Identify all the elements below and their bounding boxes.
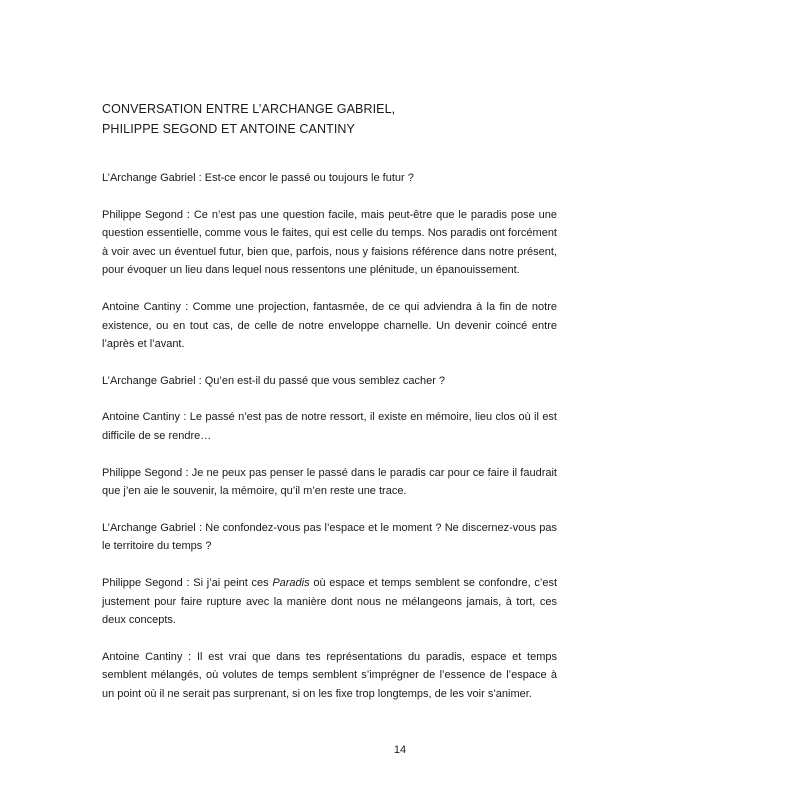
page-number: 14 (393, 744, 407, 756)
paragraph-text: Philippe Segond : Si j’ai peint ces (102, 576, 273, 589)
paragraph-segond-2: Philippe Segond : Je ne peux pas penser le passé dans le paradis car pour ce faire il faudrait que j’en aie le souvenir, la mémoire, qu’il m’en reste une trace. (102, 466, 557, 498)
paragraph-gabriel-2: L’Archange Gabriel : Qu’en est-il du passé que vous semblez cacher ? (102, 374, 446, 387)
title-line: PHILIPPE SEGOND ET ANTOINE CANTINY (102, 122, 355, 136)
title-line: CONVERSATION ENTRE L’ARCHANGE GABRIEL, (102, 102, 396, 116)
paragraph-cantiny-2: Antoine Cantiny : Le passé n’est pas de notre ressort, il existe en mémoire, lieu clos où il est difficile de se rendre… (102, 411, 557, 442)
conversation-body (102, 169, 557, 721)
paragraph-segond-3 (102, 574, 557, 630)
paragraph-cantiny-1: Antoine Cantiny : Comme une projection, fantasmée, de ce qui adviendra à la fin de notre existence, ou en tout cas, de celle de notre enveloppe charnelle. Un devenir coincé entre l’après et l’avant. (102, 300, 557, 351)
page-title (102, 99, 622, 139)
paragraph-cantiny-3: Antoine Cantiny : Il est vrai que dans tes représentations du paradis, espace et temps semblent mélangés, où volutes de temps semblent s’imprégner de l’essence de l’espace à un point où il ne serait pas surprenant, si on les fixe trop longtemps, de les voir s’animer. (102, 650, 557, 700)
paragraph-gabriel-1: L’Archange Gabriel : Est-ce encor le passé ou toujours le futur ? (102, 172, 414, 184)
paragraph-segond-1: Philippe Segond : Ce n’est pas une question facile, mais peut-être que le paradis pose une question essentielle, comme vous le faites, qui est celle du temps. Nos paradis ont forcément à voir avec un éventuel futur, bien que, parfois, nous y faisions référence dans notre présent, pour évoquer un lieu dans lequel nous ressentons une plénitude, un épanouissement. (102, 208, 557, 277)
paragraph-gabriel-3: L’Archange Gabriel : Ne confondez-vous pas l’espace et le moment ? Ne discernez-vous pas le territoire du temps ? (102, 521, 557, 553)
paragraph-text: où espace et temps semblent se confondre, c’est justement pour faire rupture avec la manière dont nous ne mélangeons jamais, à tort, ces deux concepts. (102, 576, 557, 627)
italic-title: Paradis (272, 576, 310, 589)
